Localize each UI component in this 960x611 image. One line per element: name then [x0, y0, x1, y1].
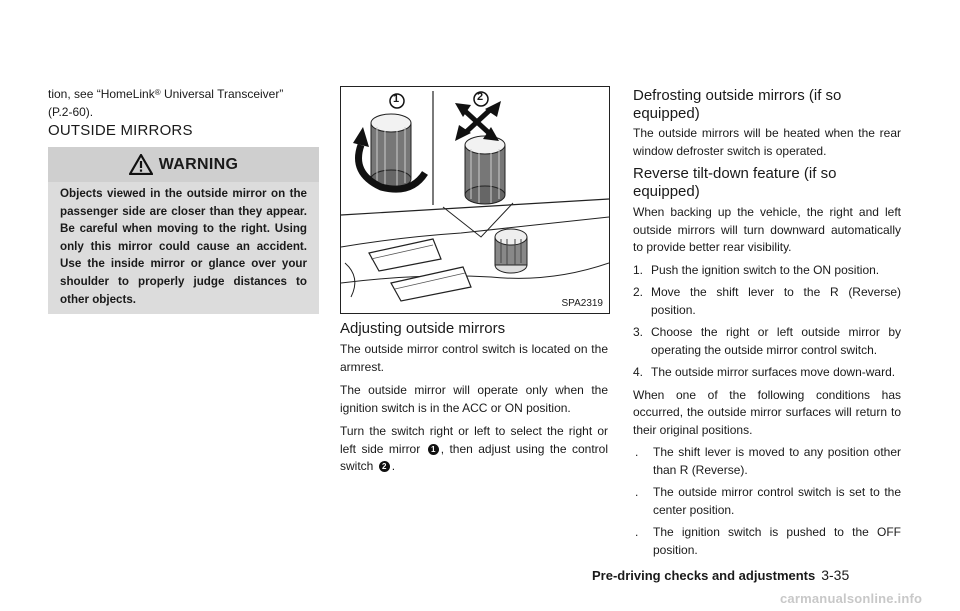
tilt-steps	[633, 262, 901, 382]
warning-triangle-icon	[129, 154, 153, 175]
condition-text: The shift lever is moved to any position other than R (Reverse).	[653, 445, 901, 477]
step-text: Choose the right or left outside mirror by operating the outside mirror control switch.	[651, 325, 901, 357]
bullet-mark: .	[635, 525, 639, 539]
watermark: carmanualsonline.info	[780, 591, 923, 606]
condition-text: The outside mirror control switch is set to the center position.	[653, 485, 901, 517]
defrost-heading: Defrosting outside mirrors (if so equipped)	[633, 87, 842, 122]
mirror-switch-illustration	[340, 86, 610, 314]
adjusting-p2: The outside mirror will operate only when the ignition switch is in the ACC or ON position.	[340, 383, 608, 415]
warning-text: Objects viewed in the outside mirror on the passenger side are closer than they appear. Be careful when moving to the right. Using only this mirror could cause an accident. Use the inside mirror or glance over your shoulder to properly judge distances to other objects.	[60, 187, 307, 306]
warning-title: WARNING	[158, 155, 239, 173]
adjusting-p3: Turn the switch right or left to select the right or left side mirror 1 , then adjust using the control switch 2 .	[340, 424, 608, 473]
tilt-step	[633, 284, 901, 319]
tilt-intro: When backing up the vehicle, the right and left outside mirrors will turn downward automatically to provide better rear visibility.	[633, 205, 901, 254]
page-number: 3-35	[821, 567, 850, 583]
intro-text: tion, see “HomeLink® Universal Transceiver” (P.2-60).	[48, 87, 284, 119]
step-number: 2.	[633, 285, 644, 299]
bullet-mark: .	[635, 445, 639, 459]
return-conditions-list	[633, 444, 901, 559]
step-number: 4.	[633, 365, 644, 379]
warning-box	[48, 147, 319, 314]
condition-item	[633, 484, 901, 519]
callout-1-inline: 1	[428, 444, 439, 455]
warning-header	[48, 147, 319, 182]
figure-caption: SPA2319	[561, 298, 603, 309]
bullet-mark: .	[635, 485, 639, 499]
callout-2: 2	[477, 91, 484, 103]
tilt-step	[633, 364, 901, 382]
section-heading: OUTSIDE MIRRORS	[48, 122, 193, 139]
condition-item	[633, 524, 901, 559]
adjusting-heading: Adjusting outside mirrors	[340, 320, 506, 337]
footer-section: Pre-driving checks and adjustments	[592, 568, 816, 583]
step-text: The outside mirror surfaces move down-ward.	[651, 365, 896, 379]
tilt-heading: Reverse tilt-down feature (if so equipped)	[633, 165, 837, 200]
condition-text: The ignition switch is pushed to the OFF position.	[653, 525, 901, 557]
tilt-step	[633, 262, 901, 280]
step-number: 1.	[633, 262, 644, 277]
defrost-text: The outside mirrors will be heated when the rear window defroster switch is operated.	[633, 126, 901, 158]
callout-1: 1	[393, 93, 400, 105]
condition-item	[633, 444, 901, 479]
tilt-step	[633, 324, 901, 359]
page-footer	[592, 567, 849, 583]
step-number: 3.	[633, 325, 644, 339]
step-text: Move the shift lever to the R (Reverse) position.	[651, 285, 901, 317]
return-conditions-text: When one of the following conditions has occurred, the outside mirror surfaces will return to their original positions.	[633, 387, 901, 437]
callout-2-inline: 2	[379, 461, 390, 472]
step-text: Push the ignition switch to the ON position.	[651, 262, 880, 277]
mirror-switch-drawing	[341, 87, 609, 313]
adjusting-p1: The outside mirror control switch is located on the armrest.	[340, 342, 608, 374]
